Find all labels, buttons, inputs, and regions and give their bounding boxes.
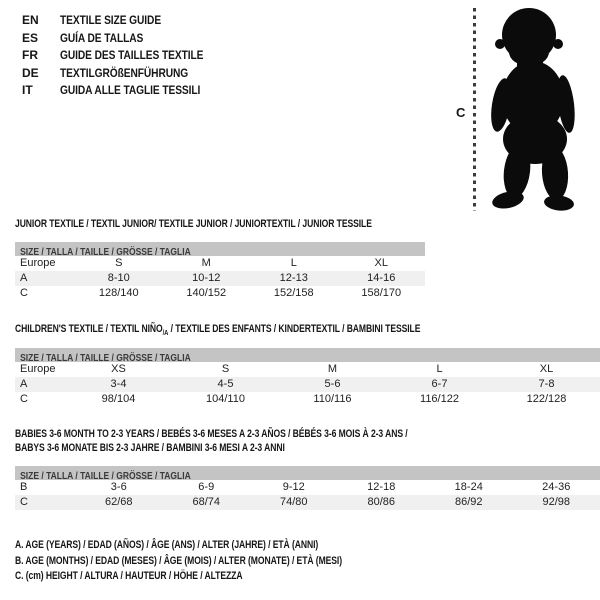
row-label: C	[20, 393, 28, 405]
size-cell: 152/158	[273, 287, 314, 299]
babies-table-title-line	[15, 427, 471, 441]
row-label: Europe	[20, 257, 56, 269]
size-cell: 92/98	[542, 496, 571, 508]
size-cell: M	[201, 257, 211, 269]
size-cell: XS	[111, 363, 126, 375]
footnote-b: B. AGE (MONTHS) / EDAD (MESES) / ÂGE (MOIS) / ALTER (MONATE) / ETÀ (MESI)	[15, 554, 343, 567]
size-table-section-children	[15, 322, 600, 407]
title-text: CHILDREN'S TEXTILE / TEXTIL NIÑO	[15, 323, 163, 335]
table-row	[15, 377, 600, 392]
row-label: C	[20, 496, 28, 508]
size-cell: 6-9	[198, 481, 215, 493]
size-cell: 104/110	[206, 393, 245, 405]
size-cell: 122/128	[526, 393, 567, 405]
children-table-title-line	[15, 322, 471, 337]
junior-table-title	[15, 217, 425, 231]
children-size-header-bar	[15, 348, 600, 362]
language-code: ES	[22, 30, 39, 45]
row-label: B	[20, 481, 28, 493]
size-cell: 62/68	[104, 496, 133, 508]
size-cell: 74/80	[279, 496, 308, 508]
size-cell: 158/170	[361, 287, 402, 299]
size-cell: XL	[374, 257, 388, 269]
babies-size-header-bar	[15, 466, 600, 480]
size-cell: 10-12	[192, 272, 221, 284]
babies-table-title-line	[15, 441, 471, 455]
language-code: EN	[22, 13, 39, 27]
size-cell: 80/86	[367, 496, 396, 508]
table-row	[15, 495, 600, 510]
size-header-label: SIZE / TALLA / TAILLE / GRÖSSE / TAGLIA	[20, 353, 191, 364]
size-cell: 98/104	[101, 393, 136, 405]
language-row-en	[22, 12, 229, 30]
size-table-section-junior	[15, 217, 425, 301]
size-cell: XL	[539, 363, 554, 375]
size-table-section-babies	[15, 427, 600, 510]
size-cell: 128/140	[98, 287, 139, 299]
footnote-a: A. AGE (YEARS) / EDAD (AÑOS) / ÂGE (ANS) / ALTER (JAHRE) / ETÀ (ANNI)	[15, 539, 319, 551]
size-cell: 3-6	[110, 481, 127, 493]
height-marker-label: C	[456, 105, 466, 120]
size-cell: 6-7	[431, 378, 448, 390]
guide-title: GUIDE DES TAILLES TEXTILE	[60, 48, 204, 62]
language-row-de	[22, 65, 229, 83]
footnote-c: C. (cm) HEIGHT / ALTURA / HAUTEUR / HÖHE / ALTEZZA	[15, 570, 243, 582]
baby-silhouette	[479, 4, 597, 214]
row-label: A	[20, 272, 28, 284]
size-header-label: SIZE / TALLA / TAILLE / GRÖSSE / TAGLIA	[20, 471, 191, 482]
language-row-fr	[22, 47, 229, 65]
guide-title: TEXTILGRÖßENFÜHRUNG	[60, 65, 189, 80]
title-text: BABIES 3-6 MONTH TO 2-3 YEARS / BEBÉS 3-6 MESES A 2-3 AÑOS / BÉBÉS 3-6 MOIS À 2-3 ANS /	[15, 428, 408, 440]
size-cell: 68/74	[192, 496, 221, 508]
size-cell: 8-10	[107, 272, 130, 284]
size-cell: 9-12	[282, 481, 305, 493]
size-cell: M	[327, 363, 338, 375]
size-cell: 86/92	[454, 496, 483, 508]
size-cell: 24-36	[542, 481, 571, 493]
size-cell: S	[221, 363, 230, 375]
size-cell: L	[436, 363, 443, 375]
title-text: JUNIOR TEXTILE / TEXTIL JUNIOR/ TEXTILE JUNIOR / JUNIORTEXTIL / JUNIOR TESSILE	[15, 218, 372, 230]
junior-size-header-bar	[15, 242, 425, 256]
row-label: A	[20, 378, 28, 390]
babies-table-title	[15, 427, 600, 455]
language-code: DE	[22, 65, 39, 80]
table-row	[15, 286, 425, 301]
size-cell: 12-18	[367, 481, 396, 493]
table-row	[15, 271, 425, 286]
row-label: Europe	[20, 363, 56, 375]
size-cell: 140/152	[186, 287, 227, 299]
size-cell: 18-24	[454, 481, 483, 493]
size-cell: 116/122	[420, 393, 459, 405]
language-code: IT	[22, 83, 33, 97]
height-measure-dashed-line	[473, 8, 476, 211]
language-row-es	[22, 30, 229, 48]
size-cell: 3-4	[110, 378, 127, 390]
size-cell: 4-5	[217, 378, 234, 390]
size-cell: 5-6	[324, 378, 341, 390]
junior-table-title-line	[15, 217, 372, 231]
children-table-title	[15, 322, 600, 337]
guide-title: GUÍA DE TALLAS	[60, 30, 144, 45]
junior-size-table	[15, 256, 425, 301]
babies-size-table	[15, 480, 600, 510]
children-size-table	[15, 362, 600, 407]
title-text: / TEXTILE DES ENFANTS / KINDERTEXTIL / BAMBINI TESSILE	[168, 323, 421, 335]
size-cell: S	[115, 257, 123, 269]
size-cell: 7-8	[538, 378, 555, 390]
title-text: /A	[162, 327, 169, 337]
table-row	[15, 392, 600, 407]
guide-title: GUIDA ALLE TAGLIE TESSILI	[60, 83, 201, 97]
size-cell: 12-13	[279, 272, 308, 284]
footnote-list	[15, 538, 434, 585]
language-row-it	[22, 82, 229, 100]
size-header-label: SIZE / TALLA / TAILLE / GRÖSSE / TAGLIA	[20, 247, 191, 258]
row-label: C	[20, 287, 28, 299]
size-cell: 110/116	[313, 393, 352, 405]
language-code: FR	[22, 48, 38, 62]
title-text: BABYS 3-6 MONATE BIS 2-3 JAHRE / BAMBINI 3-6 MESI A 2-3 ANNI	[15, 442, 285, 454]
size-cell: L	[290, 257, 297, 269]
guide-title: TEXTILE SIZE GUIDE	[60, 13, 162, 27]
size-cell: 14-16	[367, 272, 396, 284]
language-title-list	[22, 12, 229, 100]
